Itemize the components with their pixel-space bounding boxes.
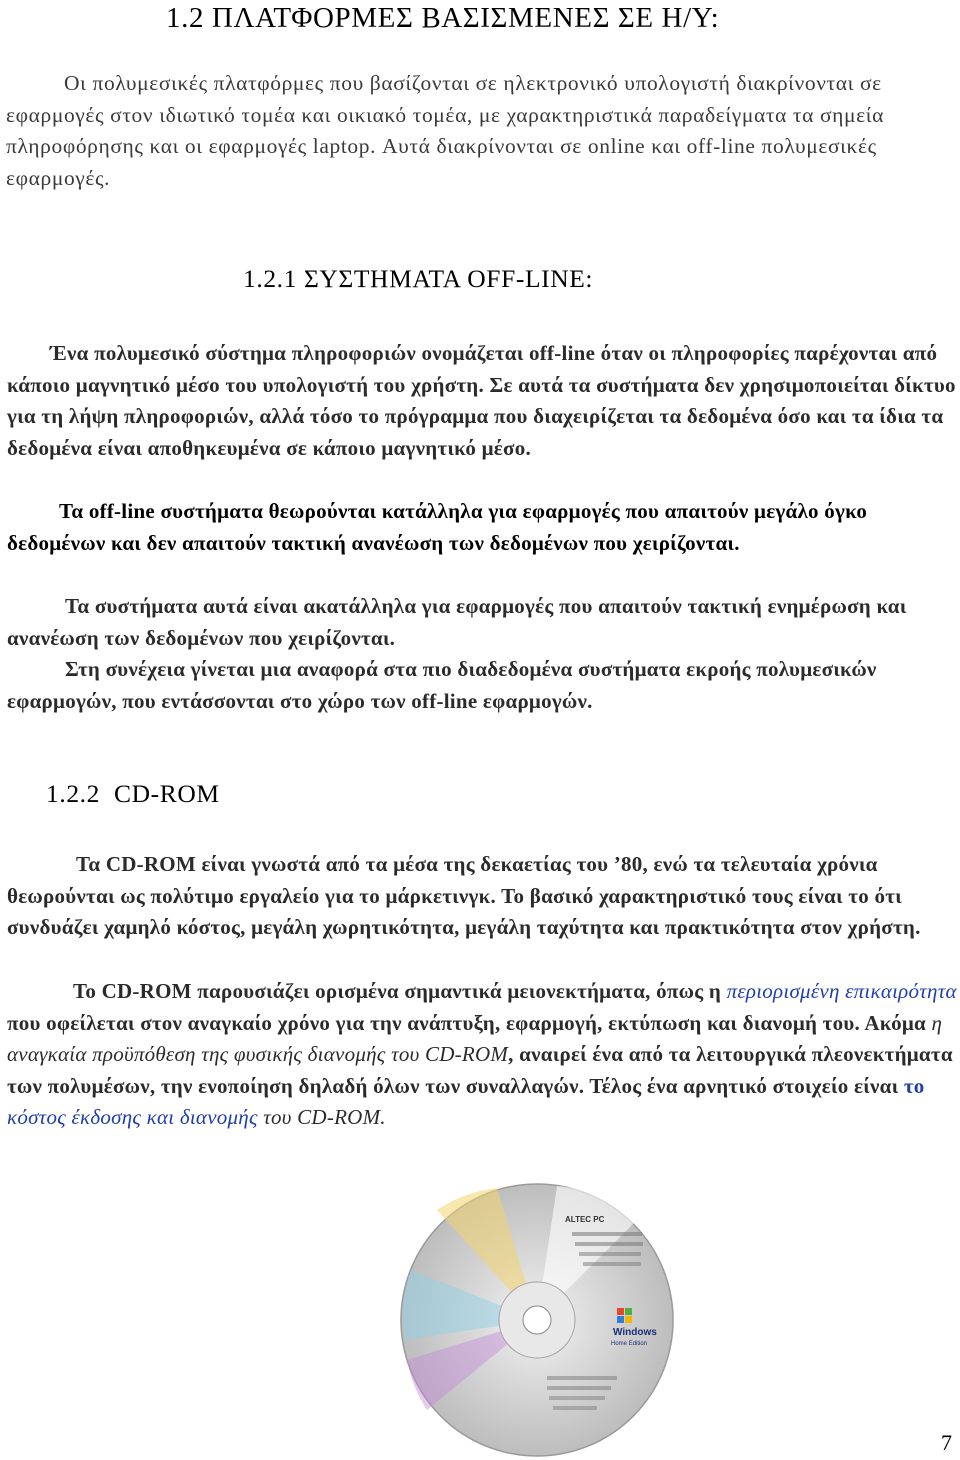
windows-logo-tile xyxy=(625,1316,632,1323)
windows-wordmark: Windows xyxy=(613,1327,657,1338)
cd-brand-label: ALTEC PC xyxy=(565,1215,605,1224)
cd-rom-disc-image xyxy=(397,1180,677,1460)
offline-paragraph-1: Ένα πολυμεσικό σύστημα πληροφοριών ονομάζεται off-line όταν οι πληροφορίες παρέχονται από κάποιο μαγνητικό μέσο του υπολογιστή του χρήστη. Σε αυτά τα συστήματα δεν χρησιμοποιείται δίκτυο για τη λήψη πληροφοριών, αλλά τόσο το πρόγραμμα που διαχειρίζεται τα δεδομένα όσο και τα ίδια τα δεδομένα είναι αποθηκευμένα σε κάποιο μαγνητικό μέσο. xyxy=(7,341,956,460)
cdrom-paragraph-1: Τα CD-ROM είναι γνωστά από τα μέσα της δεκαετίας του ’80, ενώ τα τελευταία χρόνια θεωρούνται ως πολύτιμο εργαλείο για το μάρκετινγκ. Το βασικό χαρακτηριστικό τους είναι το ότι συνδυάζει χαμηλό κόστος, μεγάλη χωρητικότητα, μεγάλη ταχύτητα και πρακτικότητα στον χρήστη. xyxy=(7,852,921,939)
cdrom-heading-number: 1.2.2 xyxy=(46,779,100,808)
cd-fine-print xyxy=(579,1252,641,1256)
offline-paragraph-2: Τα off-line συστήματα θεωρούνται κατάλληλα για εφαρμογές που απαιτούν μεγάλο όγκο δεδομένων και δεν απαιτούν τακτική ανανέωση των δεδομένων που χειρίζονται. xyxy=(7,499,868,555)
windows-logo-tile xyxy=(617,1308,624,1315)
intro-paragraph: Οι πολυμεσικές πλατφόρμες που βασίζονται σε ηλεκτρονικό υπολογιστή διακρίνονται σε εφαρμογές στον ιδιωτικό τομέα και οικιακό τομέα, με χαρακτηριστικά παραδείγματα τα σημεία πληροφόρησης και οι εφαρμογές laptop. Αυτά διακρίνονται σε online και off-line πολυμεσικές εφαρμογές. xyxy=(6,71,885,190)
emphasis-cost: κόστος έκδοσης και διανομής xyxy=(7,1105,258,1129)
windows-logo-tile xyxy=(625,1308,632,1315)
cdrom-p2-text-4: το xyxy=(903,1073,925,1098)
cdrom-p2-text-3: , αναιρεί ένα από τα λειτουργικά πλεονεκτήματα των πολυμέσων, την ενοποίηση δηλαδή όλων των συναλλαγών. Τέλος ένα αρνητικό στοιχείο είναι xyxy=(7,1042,953,1098)
windows-edition: Home Edition xyxy=(611,1341,648,1347)
disc-hole xyxy=(523,1306,551,1334)
cdrom-heading-text: CD-ROM xyxy=(114,779,220,808)
cdrom-p2-text-2: που οφείλεται στον αναγκαίο χρόνο για την ανάπτυξη, εφαρμογή, εκτύπωση και διανομή του. Ακόμα xyxy=(7,1010,932,1035)
cdrom-p2-ending: του CD-ROM. xyxy=(257,1105,386,1129)
cd-fine-print xyxy=(547,1386,611,1390)
cd-fine-print xyxy=(575,1242,643,1246)
page-number: 7 xyxy=(941,1430,952,1455)
cd-fine-print xyxy=(549,1396,605,1400)
section-title: 1.2 ΠΛΑΤΦΟΡΜΕΣ ΒΑΣΙΣΜΕΝΕΣ ΣΕ Η/Υ: xyxy=(166,2,720,34)
cd-fine-print xyxy=(553,1406,597,1410)
offline-heading: 1.2.1 ΣΥΣΤΗΜΑΤΑ OFF-LINE: xyxy=(243,264,594,293)
cdrom-p2-text: Το CD-ROM παρουσιάζει ορισμένα σημαντικά μειονεκτήματα, όπως η xyxy=(73,979,727,1003)
cdrom-heading xyxy=(46,779,220,809)
emphasis-limited-timeliness: περιορισμένη επικαιρότητα xyxy=(726,979,957,1003)
cd-fine-print xyxy=(583,1262,641,1266)
cd-fine-print xyxy=(572,1232,642,1236)
offline-paragraph-4: Στη συνέχεια γίνεται μια αναφορά στα πιο διαδεδομένα συστήματα εκροής πολυμεσικών εφαρμογών, που εντάσσονται στο χώρο των off-line εφαρμογών. xyxy=(7,657,877,713)
emphasis-physical-distribution: η αναγκαία προϋπόθεση της φυσικής διανομής του CD-ROM xyxy=(7,1010,943,1066)
windows-logo-tile xyxy=(617,1316,624,1323)
cdrom-paragraph-2 xyxy=(7,976,957,1134)
offline-paragraph-3: Τα συστήματα αυτά είναι ακατάλληλα για εφαρμογές που απαιτούν τακτική ενημέρωση και ανανέωση των δεδομένων που χειρίζονται. xyxy=(7,594,907,650)
cd-fine-print xyxy=(547,1376,617,1380)
